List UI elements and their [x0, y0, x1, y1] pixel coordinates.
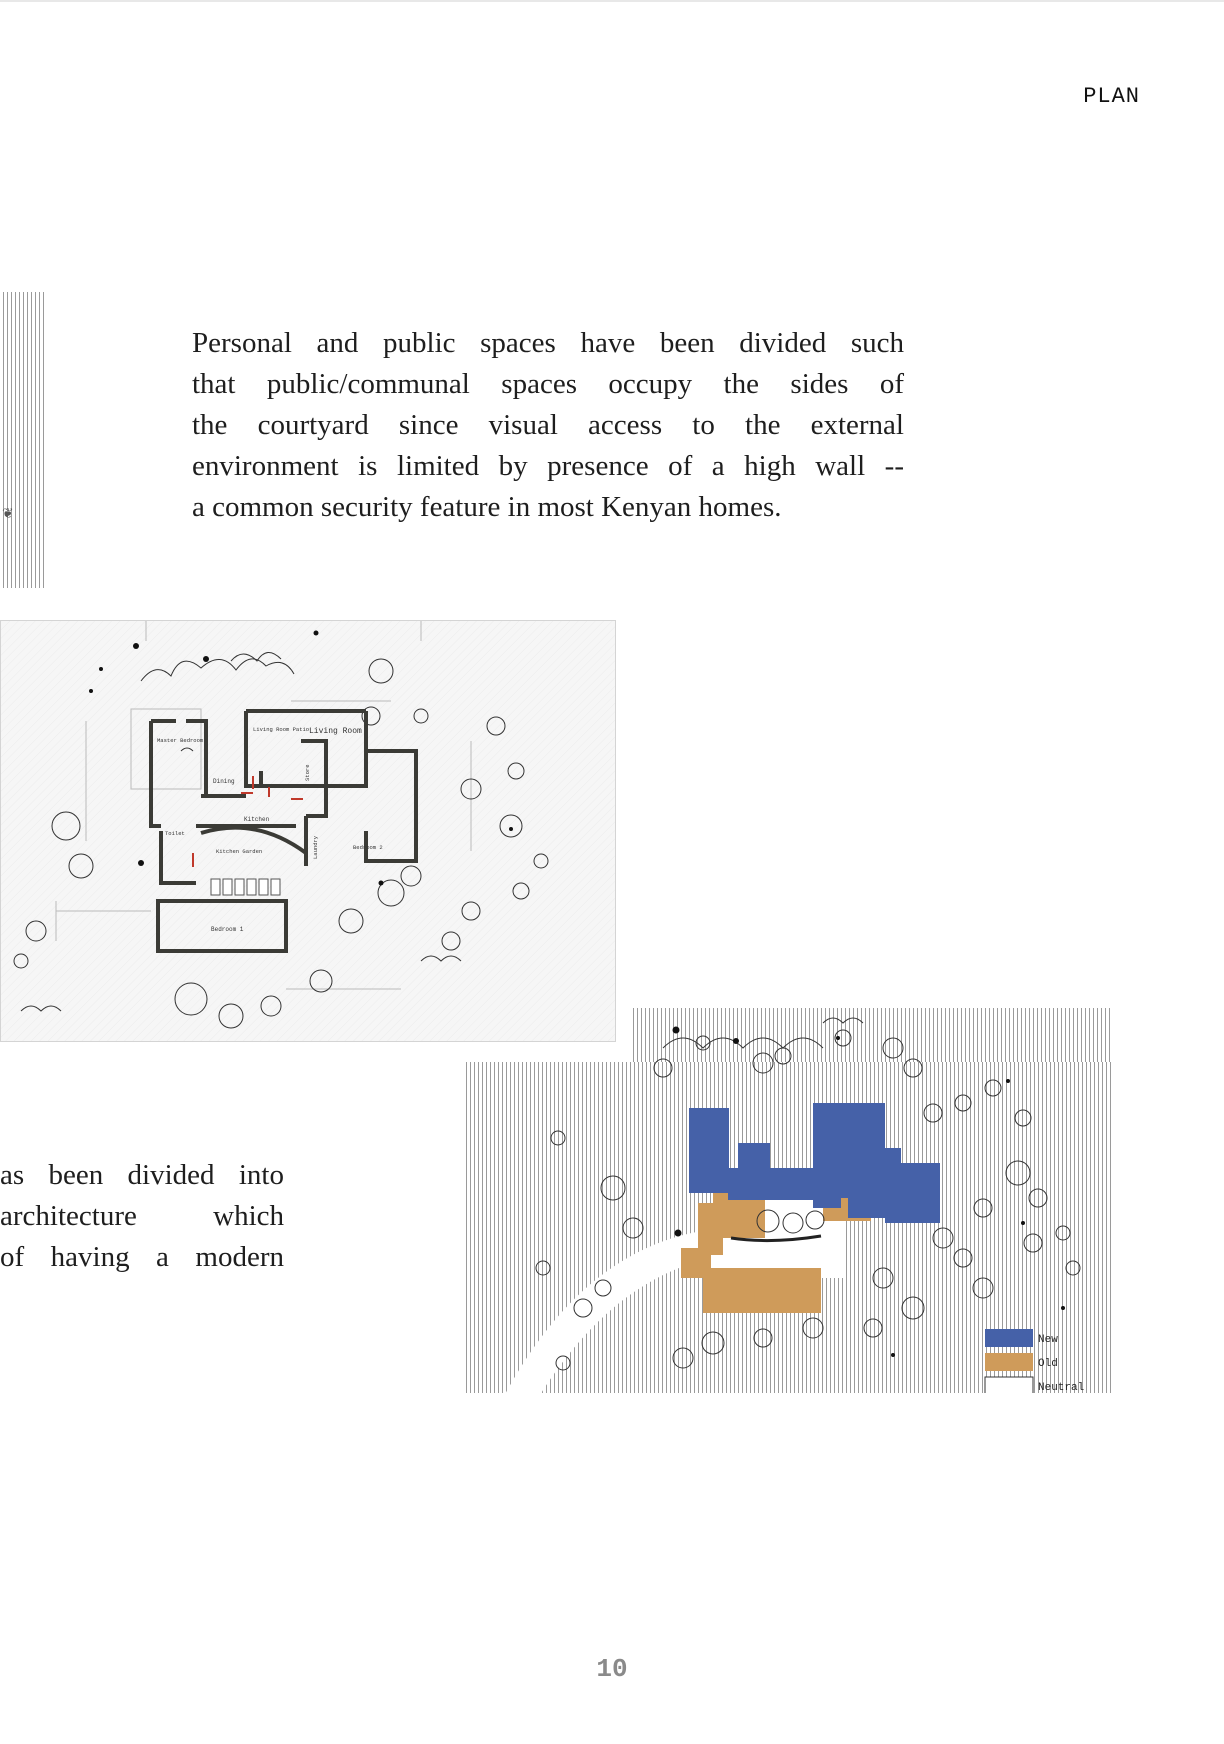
- zoning-legend: [985, 1329, 1084, 1393]
- legend-swatch-neutral: [985, 1377, 1033, 1393]
- room-label: Bedroom 2: [353, 844, 383, 851]
- paragraph-line: environment is limited by presence of a high wall --: [192, 450, 904, 482]
- legend-label-old: Old: [1038, 1358, 1058, 1370]
- paragraph-line: as been divided into: [0, 1159, 284, 1191]
- left-hatched-strip: [0, 292, 44, 588]
- paragraph-line: Personal and public spaces have been divided such: [192, 327, 904, 359]
- zoning-map: [463, 1008, 1111, 1393]
- room-label: Master Bedroom: [157, 737, 204, 744]
- legend-label-neutral: Neutral: [1038, 1382, 1085, 1393]
- room-label: Kitchen Garden: [216, 848, 263, 855]
- cropped-paragraph: [0, 1155, 284, 1278]
- room-label: Living Room: [309, 727, 362, 736]
- section-label: PLAN: [1083, 84, 1140, 109]
- paragraph-line: the courtyard since visual access to the external: [192, 409, 904, 441]
- top-rule: [0, 0, 1224, 2]
- room-label: Laundry: [312, 835, 319, 859]
- strip-scribble-mark: ❦: [2, 506, 14, 522]
- intro-paragraph: [192, 323, 904, 528]
- legend-swatch-new: [985, 1329, 1033, 1347]
- paragraph-line: architecture which: [0, 1200, 284, 1232]
- page-number: 10: [596, 1654, 628, 1684]
- room-label: Living Room Patio: [253, 726, 310, 733]
- paragraph-line: of having a modern: [0, 1241, 284, 1273]
- room-label: Bedroom 1: [211, 926, 244, 933]
- legend-swatch-old: [985, 1353, 1033, 1371]
- room-label: Kitchen: [244, 816, 270, 823]
- room-label: Store: [304, 764, 311, 781]
- paragraph-line: a common security feature in most Kenyan homes.: [192, 491, 782, 523]
- legend-label-new: New: [1038, 1334, 1058, 1346]
- paragraph-line: that public/communal spaces occupy the sides of: [192, 368, 904, 400]
- room-label: Toilet: [165, 830, 185, 837]
- room-label: Dining: [213, 778, 235, 785]
- floor-plan-drawing: [0, 620, 616, 1042]
